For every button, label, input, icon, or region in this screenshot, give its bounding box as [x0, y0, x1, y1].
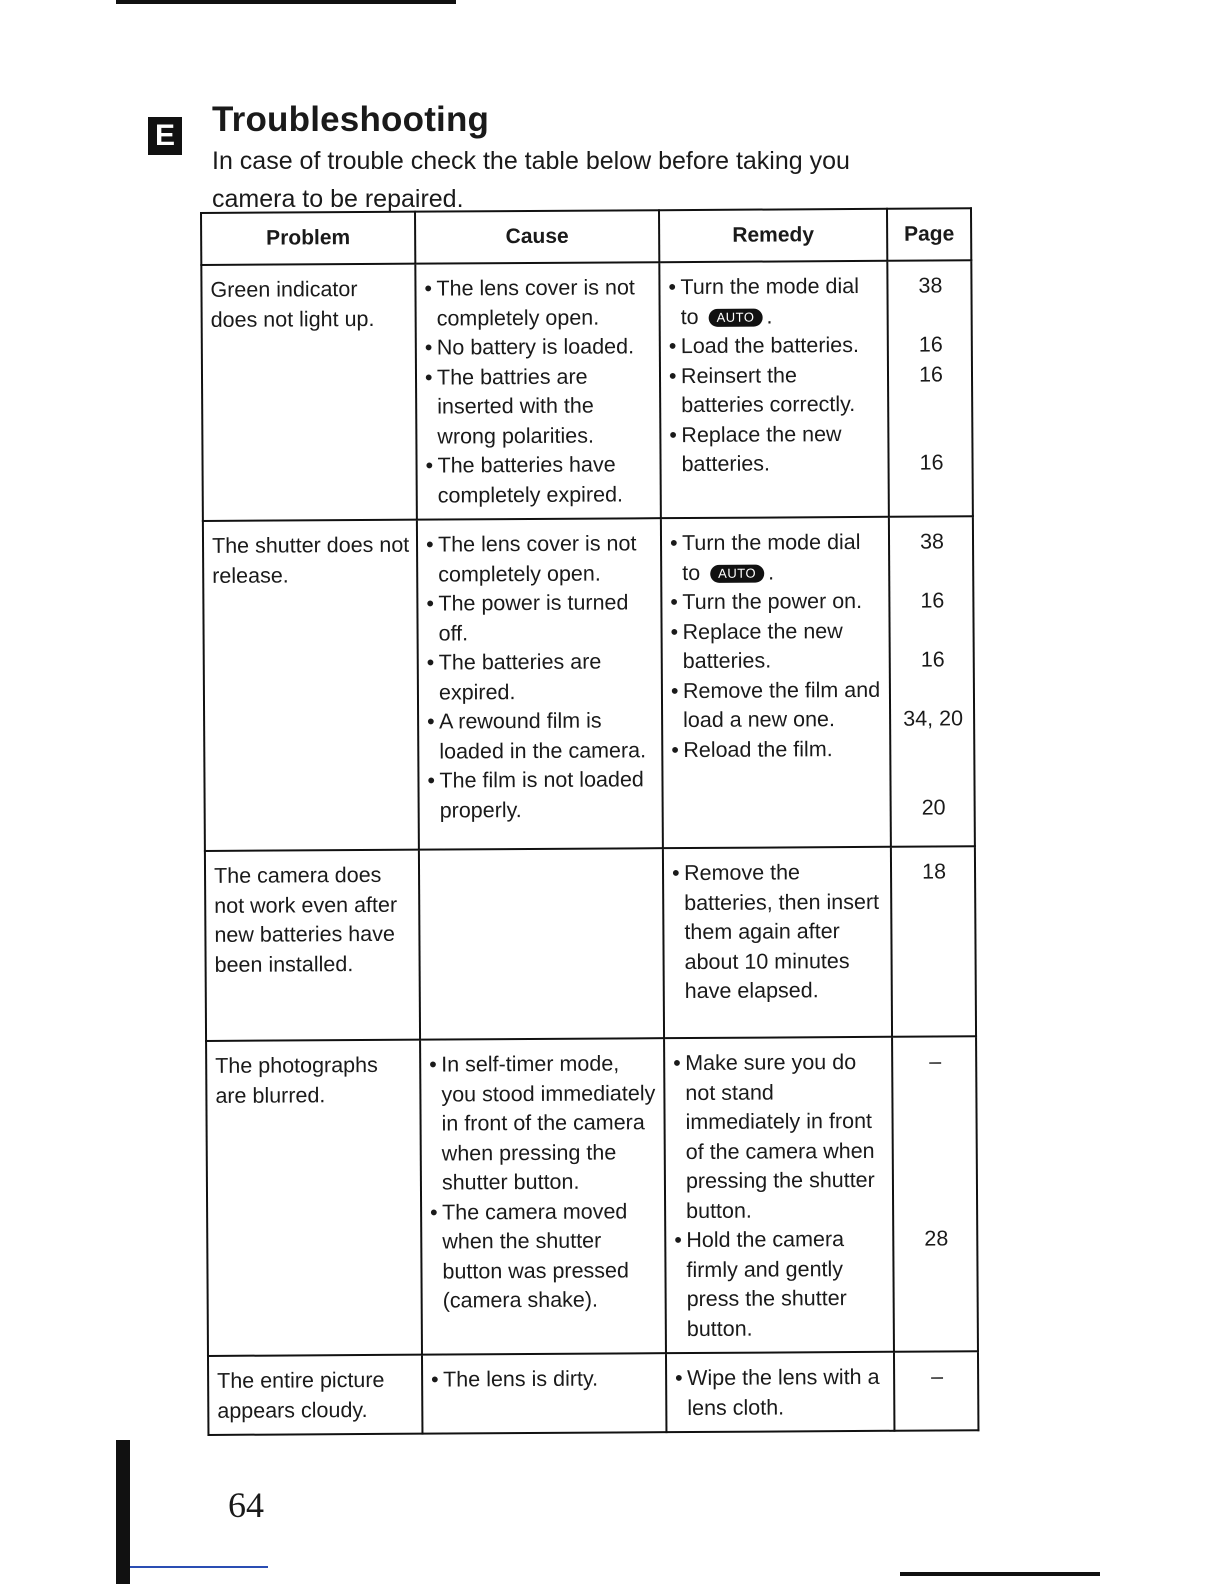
remedy-text: Hold the camera firmly and gently press the shutter button. [686, 1227, 847, 1341]
remedy-item [670, 616, 882, 676]
table-header-row [201, 208, 971, 265]
remedy-item [674, 1225, 887, 1344]
page-cell [892, 1036, 978, 1352]
table-row [203, 516, 975, 851]
page-ref: 28 [924, 1226, 949, 1251]
table-row [208, 1351, 978, 1435]
page-ref: 16 [918, 332, 943, 357]
cause-cell [422, 1353, 666, 1433]
remedy-text: Turn the mode dial to [681, 529, 861, 585]
remedy-text: Remove the batteries, then insert them again after about 10 minutes have elapsed. [683, 860, 880, 1004]
remedy-cell [659, 261, 889, 518]
remedy-item [672, 858, 885, 1007]
remedy-item [671, 675, 883, 735]
header-remedy: Remedy [659, 209, 887, 262]
header-problem: Problem [201, 212, 415, 265]
cause-item: • The batteries have completely expired. [425, 450, 653, 510]
page-cell [887, 260, 973, 517]
page-ref [901, 1106, 969, 1136]
cause-item: • The batteries are expired. [427, 647, 655, 707]
header-page: Page [887, 208, 971, 261]
cause-cell [417, 518, 663, 849]
troubleshooting-table [200, 207, 979, 1436]
remedy-item [668, 272, 880, 332]
cause-item: • The film is not loaded properly. [427, 765, 655, 825]
table-row [206, 1036, 978, 1356]
cause-item: • The power is turned off. [426, 588, 654, 648]
remedy-suffix: . [767, 560, 775, 585]
cause-item: • In self-timer mode, you stood immediately in front of the camera when pressing the shutter button. [429, 1049, 658, 1198]
scan-edge-top [116, 0, 456, 4]
page-cell [891, 846, 976, 1037]
section-letter-badge: E [148, 117, 182, 155]
scan-edge-left [116, 1440, 130, 1584]
remedy-suffix: . [766, 304, 773, 329]
remedy-item [669, 360, 881, 420]
page-ref: 16 [920, 588, 945, 613]
page-ref: – [929, 1049, 942, 1074]
cause-item: • The lens cover is not completely open. [426, 529, 654, 589]
problem-cell: The photographs are blurred. [206, 1040, 422, 1356]
cause-item: • The lens is dirty. [431, 1364, 659, 1395]
cause-item: • The battries are inserted with the wrong polarities. [425, 362, 654, 452]
page-ref [897, 389, 965, 419]
remedy-item [669, 331, 881, 362]
remedy-item [675, 1363, 887, 1423]
cause-item: • The lens cover is not completely open. [424, 273, 652, 333]
remedy-text: Remove the film and load a new one. [682, 677, 881, 733]
page-number: 64 [228, 1485, 264, 1525]
page-ref [899, 675, 967, 705]
remedy-text: Reinsert the batteries correctly. [680, 362, 856, 418]
remedy-item [669, 419, 881, 479]
page-ref: – [931, 1364, 944, 1389]
page-ref [902, 1195, 970, 1225]
problem-cell: Green indicator does not light up. [201, 264, 417, 521]
page-ref [901, 1077, 969, 1107]
scan-edge-bottom-rule [130, 1566, 268, 1568]
scan-edge-bottom-right [900, 1572, 1100, 1576]
page-ref [899, 763, 967, 793]
remedy-text: Replace the new batteries. [682, 618, 843, 674]
remedy-text: Make sure you do not stand immediately in front of the camera when pressing the shutter button. [685, 1050, 875, 1223]
remedy-text: Replace the new batteries. [681, 421, 842, 477]
remedy-text: Load the batteries. [680, 332, 860, 359]
page-cell [889, 516, 975, 847]
remedy-text: Turn the mode dial to [680, 273, 860, 329]
page-ref: 20 [921, 794, 946, 820]
problem-cell: The shutter does not release. [203, 520, 419, 851]
cause-item: • A rewound film is loaded in the camera. [427, 706, 655, 766]
problem-cell: The entire picture appears cloudy. [208, 1355, 422, 1435]
cause-item: • No battery is loaded. [425, 332, 653, 363]
page-ref: 16 [918, 361, 944, 387]
auto-mode-icon: AUTO [709, 308, 763, 326]
header-cause: Cause [415, 210, 659, 263]
cause-cell [420, 1038, 666, 1354]
table-body [201, 260, 978, 1435]
page-ref [899, 734, 967, 764]
remedy-cell [666, 1352, 894, 1432]
page-cell [894, 1351, 978, 1431]
page-title: Troubleshooting [212, 100, 490, 139]
page-ref: 18 [922, 859, 947, 884]
page-ref: 16 [920, 647, 945, 672]
problem-cell: The camera does not work even after new batteries have been installed. [205, 850, 420, 1041]
page-ref [897, 301, 965, 331]
remedy-text: Wipe the lens with a lens cloth. [687, 1364, 880, 1420]
table-row [201, 260, 973, 521]
remedy-item [671, 734, 883, 765]
page-ref: 34, 20 [903, 706, 964, 731]
remedy-cell [663, 847, 892, 1038]
table-row [205, 846, 976, 1041]
remedy-item [670, 587, 882, 618]
cause-item: • The camera moved when the shutter button was pressed (camera shake). [430, 1197, 659, 1316]
page-ref [898, 616, 966, 646]
remedy-item [670, 528, 882, 588]
page-ref: 16 [919, 450, 944, 475]
page-ref [902, 1165, 970, 1195]
remedy-cell [664, 1037, 894, 1353]
cause-cell [415, 262, 661, 519]
intro-text: In case of trouble check the table below before taking you camera to be repaired. [212, 147, 850, 213]
cause-cell [419, 848, 664, 1039]
remedy-text: Turn the power on. [682, 588, 863, 615]
remedy-cell [661, 517, 891, 848]
troubleshooting-table-wrapper [200, 207, 977, 1436]
remedy-text: Reload the film. [683, 736, 833, 762]
page-ref [897, 419, 965, 449]
remedy-item [673, 1048, 886, 1226]
auto-mode-icon: AUTO [710, 564, 764, 582]
page-ref: 38 [919, 529, 945, 554]
page-ref [898, 557, 966, 587]
page-ref: 38 [918, 273, 943, 298]
page-ref [902, 1136, 970, 1166]
